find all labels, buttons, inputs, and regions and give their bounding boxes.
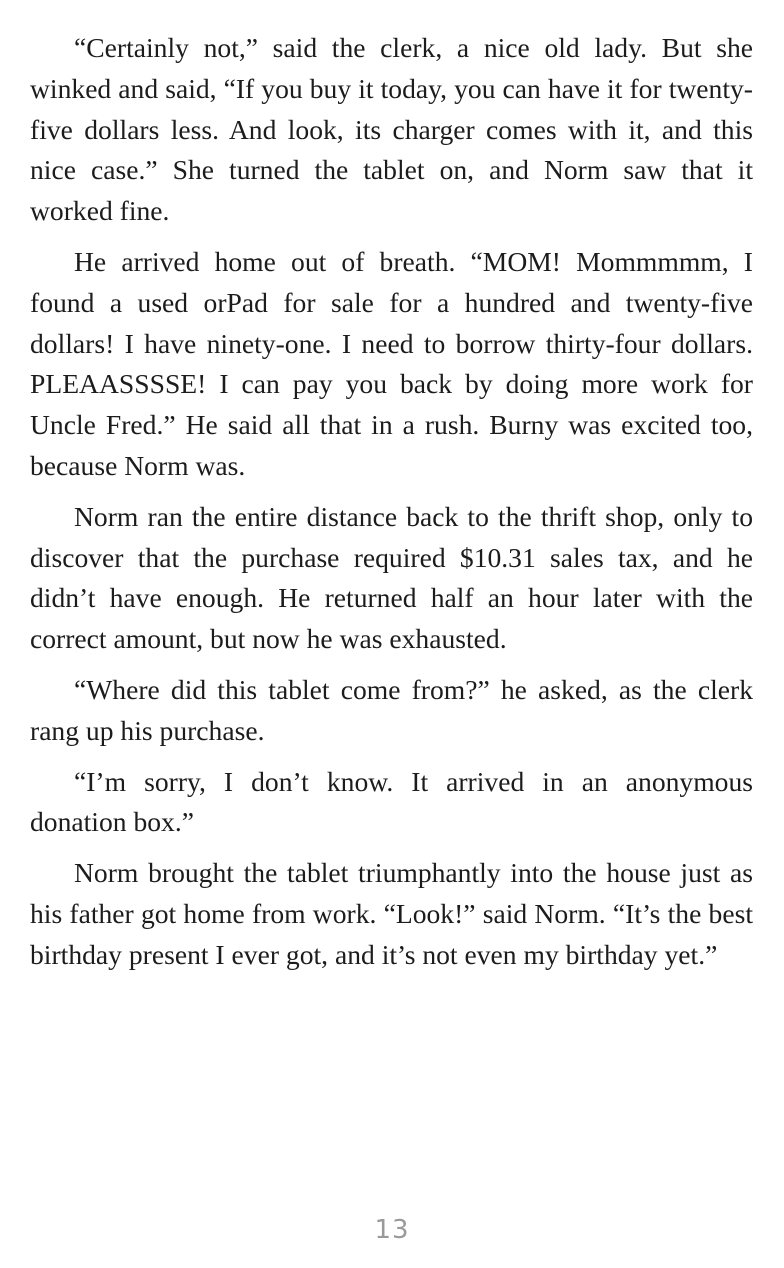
paragraph-1: “Certainly not,” said the clerk, a nice old lady. But she winked and said, “If you buy it today, you can have it for twenty-five dollars less. And look, its charger comes with it, and this nice case.” She turned the tablet on, and Norm saw that it worked fine. xyxy=(30,32,753,227)
paragraph-6: Norm brought the tablet triumphantly into the house just as his father got home from work. “Look!” said Norm. “It’s the best birthday present I ever got, and it’s not even my birthday yet.” xyxy=(30,857,753,970)
page-body xyxy=(30,28,753,986)
page-number: 13 xyxy=(374,1215,410,1245)
paragraph-5: “I’m sorry, I don’t know. It arrived in an anonymous donation box.” xyxy=(30,765,753,838)
paragraph-3: Norm ran the entire distance back to the thrift shop, only to discover that the purchase required $10.31 sales tax, and he didn’t have enough. He returned half an hour later with the correct amount, but now he was exhausted. xyxy=(30,500,753,655)
paragraph-2: He arrived home out of breath. “MOM! Mommmmm, I found a used orPad for sale for a hundred and twenty-five dollars! I have ninety-one. I need to borrow thirty-four dollars. PLEAASSSSE! I can pay you back by doing more work for Uncle Fred.” He said all that in a rush. Burny was excited too, because Norm was. xyxy=(30,245,753,481)
paragraph-4: “Where did this tablet come from?” he asked, as the clerk rang up his purchase. xyxy=(30,673,753,746)
